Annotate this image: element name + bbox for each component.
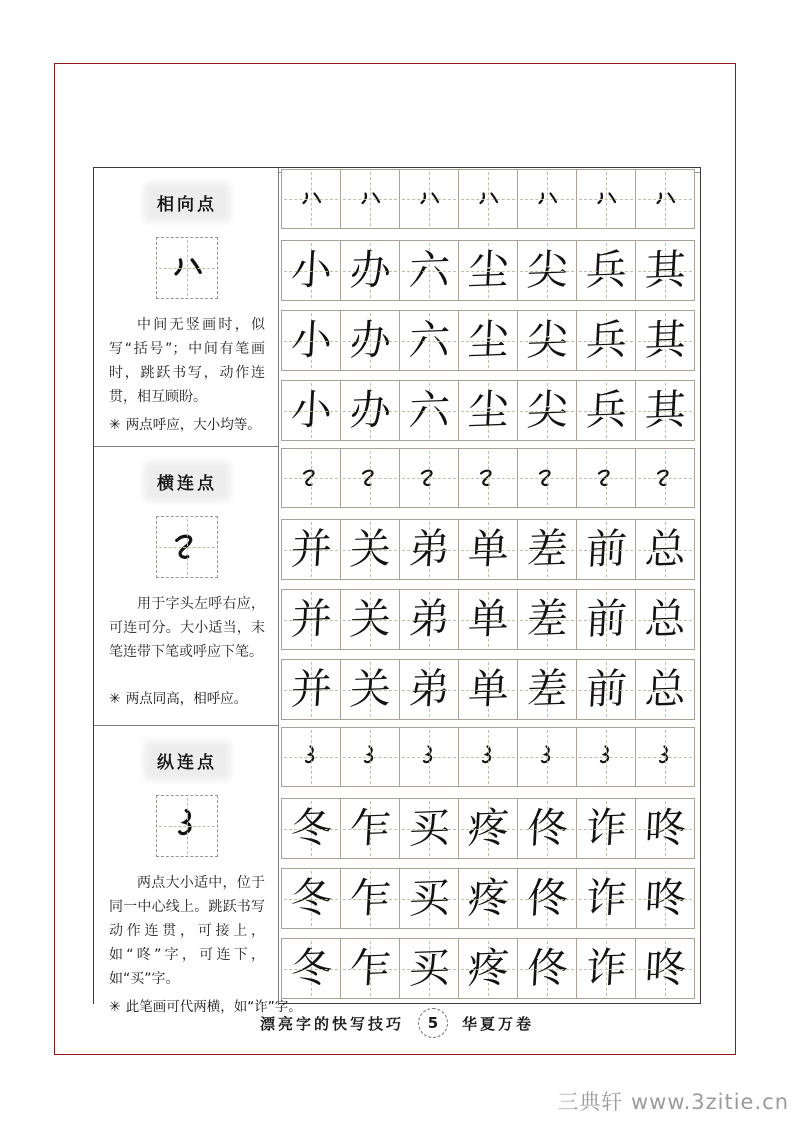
practice-grid	[279, 447, 700, 726]
section-description: 中间无竖画时，似写“括号”；中间有笔画时，跳跃书写，动作连贯，相互顾盼。	[109, 317, 265, 406]
handwritten-character: 佟	[525, 943, 569, 993]
handwritten-character: 总	[643, 594, 687, 644]
note-asterisk-icon: ✳	[109, 691, 121, 707]
handwritten-character: 办	[348, 315, 392, 365]
practice-cell	[340, 798, 400, 859]
practice-cell	[281, 938, 341, 999]
handwritten-character: 疼	[466, 873, 510, 923]
handwritten-character: 办	[348, 385, 392, 435]
section-note	[109, 413, 265, 433]
section-panel	[94, 726, 302, 1016]
stroke-example-box	[156, 516, 218, 578]
practice-cell	[517, 938, 577, 999]
handwritten-character: 佟	[525, 873, 569, 923]
vertical-link-stroke	[296, 742, 326, 772]
handwritten-character: 咚	[643, 803, 687, 853]
practice-cell	[517, 659, 577, 720]
practice-cell	[576, 938, 636, 999]
handwritten-character: 尖	[525, 385, 569, 435]
site-watermark: 三典轩 www.3zitie.cn	[557, 1090, 789, 1114]
handwritten-character: 兵	[584, 385, 628, 435]
practice-cell	[281, 380, 341, 441]
section-title: 纵连点	[149, 746, 225, 775]
handwritten-character: 诈	[584, 803, 628, 853]
handwritten-character: 差	[525, 524, 569, 574]
practice-cell	[517, 868, 577, 929]
horizontal-link-stroke	[650, 463, 680, 493]
footer-publisher: 华夏万卷	[462, 1014, 535, 1033]
horizontal-link-stroke	[165, 525, 209, 569]
horizontal-link-stroke	[532, 463, 562, 493]
facing-dots-stroke	[355, 184, 385, 214]
section-note	[109, 995, 302, 1016]
practice-cell	[635, 868, 695, 929]
handwritten-character: 前	[584, 664, 628, 714]
practice-cell	[399, 519, 459, 580]
practice-cell	[635, 659, 695, 720]
handwritten-character: 疼	[466, 943, 510, 993]
handwritten-character: 佟	[525, 803, 569, 853]
practice-cell	[576, 798, 636, 859]
practice-cell	[281, 519, 341, 580]
practice-cell	[340, 448, 400, 508]
practice-grid	[279, 726, 700, 1005]
practice-cell	[399, 659, 459, 720]
horizontal-link-stroke	[296, 463, 326, 493]
practice-cell	[399, 589, 459, 650]
handwritten-character: 弟	[407, 594, 451, 644]
character-row	[281, 519, 700, 580]
practice-cell	[576, 240, 636, 301]
practice-cell	[517, 240, 577, 301]
practice-cell	[399, 868, 459, 929]
practice-cell	[281, 727, 341, 787]
handwritten-character: 关	[348, 524, 392, 574]
practice-cell	[458, 868, 518, 929]
practice-cell	[399, 798, 459, 859]
handwritten-character: 尘	[466, 245, 510, 295]
practice-cell	[281, 659, 341, 720]
vertical-link-stroke	[473, 742, 503, 772]
practice-table	[93, 167, 701, 1016]
stroke-section-1	[94, 168, 700, 447]
handwritten-character: 其	[643, 245, 687, 295]
handwritten-character: 冬	[289, 873, 333, 923]
handwritten-character: 买	[407, 803, 451, 853]
handwritten-character: 差	[525, 594, 569, 644]
character-row	[281, 798, 700, 859]
handwritten-character: 弟	[407, 664, 451, 714]
vertical-link-stroke	[591, 742, 621, 772]
section-note-text: 两点呼应，大小均等。	[125, 417, 261, 434]
practice-cell	[458, 448, 518, 508]
practice-cell	[340, 240, 400, 301]
handwritten-character: 买	[407, 943, 451, 993]
practice-grid	[279, 168, 700, 447]
handwritten-character: 小	[289, 315, 333, 365]
handwritten-character: 疼	[466, 803, 510, 853]
facing-dots-stroke	[532, 184, 562, 214]
handwritten-character: 总	[643, 664, 687, 714]
vertical-link-stroke	[414, 742, 444, 772]
practice-cell	[517, 380, 577, 441]
footer-series-title: 漂亮字的快写技巧	[259, 1014, 404, 1033]
practice-cell	[517, 310, 577, 371]
handwritten-character: 并	[289, 664, 333, 714]
stroke-example-box	[156, 795, 218, 857]
handwritten-character: 咚	[643, 873, 687, 923]
handwritten-character: 兵	[584, 245, 628, 295]
stroke-section-3	[94, 726, 700, 1016]
practice-cell	[340, 727, 400, 787]
practice-cell	[399, 380, 459, 441]
character-row	[281, 380, 700, 441]
handwritten-character: 六	[407, 385, 451, 435]
handwritten-character: 办	[348, 245, 392, 295]
handwritten-character: 并	[289, 524, 333, 574]
handwritten-character: 前	[584, 594, 628, 644]
practice-cell	[458, 240, 518, 301]
practice-cell	[458, 310, 518, 371]
handwritten-character: 单	[466, 664, 510, 714]
vertical-link-stroke	[165, 804, 209, 848]
stroke-example-box	[156, 237, 218, 299]
practice-cell	[635, 448, 695, 508]
handwritten-character: 关	[348, 594, 392, 644]
handwritten-character: 乍	[348, 803, 392, 853]
page-number-badge: 5	[418, 1008, 448, 1038]
practice-cell	[281, 868, 341, 929]
practice-cell	[340, 169, 400, 229]
practice-cell	[399, 938, 459, 999]
practice-cell	[635, 798, 695, 859]
practice-cell	[399, 169, 459, 229]
section-note	[109, 687, 265, 707]
horizontal-link-stroke	[355, 463, 385, 493]
handwritten-character: 尘	[466, 315, 510, 365]
practice-cell	[340, 310, 400, 371]
section-panel	[94, 168, 279, 447]
practice-cell	[458, 519, 518, 580]
vertical-link-stroke	[650, 742, 680, 772]
practice-cell	[517, 727, 577, 787]
practice-cell	[399, 310, 459, 371]
handwritten-character: 单	[466, 594, 510, 644]
handwritten-character: 咚	[643, 943, 687, 993]
handwritten-character: 小	[289, 245, 333, 295]
practice-cell	[576, 380, 636, 441]
practice-cell	[635, 727, 695, 787]
handwritten-character: 兵	[584, 315, 628, 365]
handwritten-character: 诈	[584, 873, 628, 923]
horizontal-link-stroke	[591, 463, 621, 493]
section-title: 相向点	[149, 188, 225, 217]
section-title: 横连点	[149, 467, 225, 496]
handwritten-character: 乍	[348, 873, 392, 923]
handwritten-character: 小	[289, 385, 333, 435]
handwritten-character: 六	[407, 315, 451, 365]
practice-cell	[576, 310, 636, 371]
character-row	[281, 868, 700, 929]
handwritten-character: 总	[643, 524, 687, 574]
practice-cell	[635, 589, 695, 650]
character-row	[281, 240, 700, 301]
handwritten-character: 关	[348, 664, 392, 714]
practice-cell	[458, 727, 518, 787]
practice-cell	[281, 240, 341, 301]
facing-dots-stroke	[591, 184, 621, 214]
practice-cell	[281, 169, 341, 229]
practice-cell	[458, 169, 518, 229]
section-note-text: 此笔画可代两横，如“诈”字。	[125, 999, 302, 1016]
handwritten-character: 尖	[525, 245, 569, 295]
handwritten-character: 尘	[466, 385, 510, 435]
practice-cell	[340, 868, 400, 929]
practice-cell	[281, 310, 341, 371]
handwritten-character: 弟	[407, 524, 451, 574]
section-description: 两点大小适中，位于同一中心线上。跳跃书写动作连贯，可接上，如“咚”字，可连下，如“买”字。	[109, 875, 265, 988]
practice-cell	[635, 310, 695, 371]
practice-cell	[281, 589, 341, 650]
demo-stroke-row	[281, 448, 700, 508]
handwritten-character: 六	[407, 245, 451, 295]
handwritten-character: 前	[584, 524, 628, 574]
practice-cell	[399, 727, 459, 787]
practice-cell	[576, 727, 636, 787]
practice-cell	[340, 380, 400, 441]
practice-cell	[340, 589, 400, 650]
character-row	[281, 310, 700, 371]
handwritten-character: 买	[407, 873, 451, 923]
vertical-link-stroke	[532, 742, 562, 772]
note-asterisk-icon: ✳	[109, 999, 121, 1016]
facing-dots-stroke	[296, 184, 326, 214]
practice-cell	[281, 448, 341, 508]
handwritten-character: 尖	[525, 315, 569, 365]
practice-cell	[635, 169, 695, 229]
vertical-link-stroke	[355, 742, 385, 772]
section-panel	[94, 447, 279, 726]
facing-dots-stroke	[165, 246, 209, 290]
note-asterisk-icon: ✳	[109, 417, 121, 434]
practice-cell	[635, 938, 695, 999]
practice-cell	[635, 519, 695, 580]
character-row	[281, 659, 700, 720]
practice-cell	[576, 169, 636, 229]
demo-stroke-row	[281, 727, 700, 787]
handwritten-character: 其	[643, 385, 687, 435]
stroke-section-2	[94, 447, 700, 726]
practice-cell	[576, 868, 636, 929]
practice-cell	[399, 240, 459, 301]
practice-cell	[517, 798, 577, 859]
handwritten-character: 冬	[289, 943, 333, 993]
practice-cell	[517, 589, 577, 650]
demo-stroke-row	[281, 169, 700, 229]
handwritten-character: 差	[525, 664, 569, 714]
horizontal-link-stroke	[414, 463, 444, 493]
practice-cell	[458, 798, 518, 859]
practice-cell	[458, 938, 518, 999]
handwritten-character: 并	[289, 594, 333, 644]
practice-cell	[517, 169, 577, 229]
practice-cell	[281, 798, 341, 859]
practice-cell	[340, 519, 400, 580]
practice-cell	[458, 380, 518, 441]
horizontal-link-stroke	[473, 463, 503, 493]
facing-dots-stroke	[473, 184, 503, 214]
facing-dots-stroke	[650, 184, 680, 214]
practice-cell	[576, 519, 636, 580]
practice-cell	[458, 589, 518, 650]
practice-cell	[340, 659, 400, 720]
practice-cell	[576, 589, 636, 650]
character-row	[281, 938, 700, 999]
handwritten-character: 乍	[348, 943, 392, 993]
practice-cell	[340, 938, 400, 999]
practice-cell	[635, 240, 695, 301]
practice-cell	[576, 659, 636, 720]
practice-cell	[399, 448, 459, 508]
handwritten-character: 诈	[584, 943, 628, 993]
practice-cell	[517, 519, 577, 580]
section-note-text: 两点同高，相呼应。	[125, 691, 248, 707]
handwritten-character: 冬	[289, 803, 333, 853]
practice-cell	[576, 448, 636, 508]
practice-cell	[635, 380, 695, 441]
practice-cell	[458, 659, 518, 720]
character-row	[281, 589, 700, 650]
section-description: 用于字头左呼右应，可连可分。大小适当，末笔连带下笔或呼应下笔。	[109, 596, 265, 661]
handwritten-character: 单	[466, 524, 510, 574]
practice-cell	[517, 448, 577, 508]
facing-dots-stroke	[414, 184, 444, 214]
handwritten-character: 其	[643, 315, 687, 365]
